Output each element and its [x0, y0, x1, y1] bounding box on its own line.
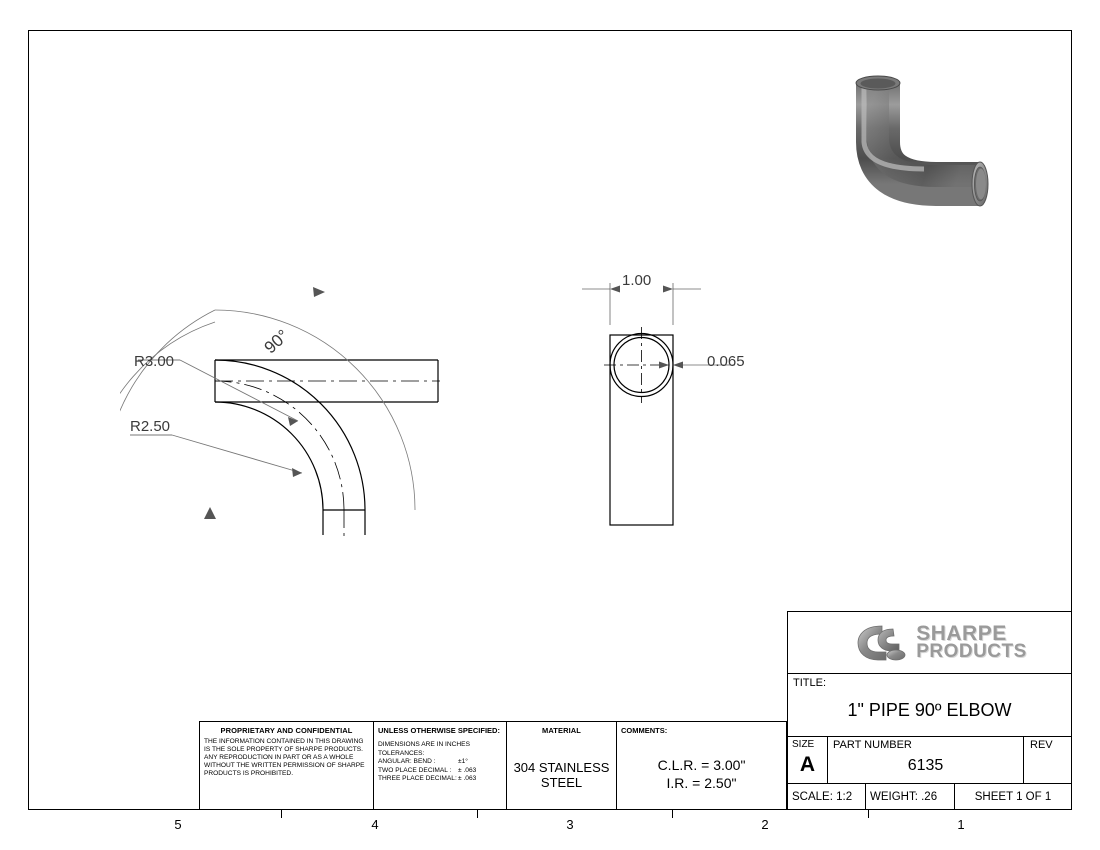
- dimension-inner-radius: R2.50: [130, 418, 171, 435]
- zone-label-4: 4: [371, 817, 379, 832]
- company-logo-cell: [788, 612, 1071, 674]
- notes-block: [199, 721, 787, 810]
- rev-cell: [1024, 737, 1071, 783]
- tolerance-two-place-value: ± .063: [458, 766, 477, 774]
- tolerances-label: TOLERANCES:: [378, 749, 425, 757]
- tolerance-angular-value: ±1°: [458, 758, 468, 766]
- dimension-angle: 90°: [260, 325, 293, 358]
- drawing-title-value: 1" PIPE 90º ELBOW: [847, 700, 1012, 720]
- size-cell: [788, 737, 828, 783]
- unless-specified-cell: [374, 722, 507, 809]
- sheet-value: SHEET 1 OF 1: [974, 790, 1052, 803]
- part-number-cell: [828, 737, 1024, 783]
- proprietary-cell: [200, 722, 374, 809]
- dimension-outer-diameter: 1.00: [622, 272, 652, 289]
- dimension-outer-radius: R3.00: [134, 353, 175, 370]
- zone-label-5: 5: [174, 817, 182, 832]
- logo-line-1: SHARPE: [916, 621, 1007, 645]
- units-line: DIMENSIONS ARE IN INCHES: [378, 741, 470, 748]
- end-view: [560, 265, 820, 555]
- zone-tick: [281, 810, 282, 818]
- zone-tick: [477, 810, 478, 818]
- weight-value: WEIGHT: .26: [866, 784, 955, 809]
- zone-tick: [868, 810, 869, 818]
- material-title: MATERIAL: [542, 726, 581, 735]
- material-value: 304 STAINLESS STEEL: [513, 760, 610, 790]
- zone-label-2: 2: [761, 817, 769, 832]
- proprietary-body: THE INFORMATION CONTAINED IN THIS DRAWING IS THE SOLE PROPERTY OF SHARPE PRODUCTS. ANY REPRODUCTION IN PART OR AS A WHOLE WITHOUT THE WRITTEN PERMISSION OF SHARPE PRODUCTS IS PROHIBITED.: [204, 738, 365, 778]
- elbow-bend-profile-view: [120, 265, 500, 555]
- comments-cell: [617, 722, 786, 809]
- isometric-elbow-view: [840, 72, 1020, 222]
- tolerance-two-place-label: TWO PLACE DECIMAL :: [378, 766, 452, 774]
- unless-specified-title: UNLESS OTHERWISE SPECIFIED:: [378, 726, 500, 735]
- sharpe-logo-icon: [852, 621, 908, 665]
- rev-caption: REV: [1030, 739, 1053, 751]
- title-caption: TITLE:: [793, 677, 827, 689]
- size-caption: SIZE: [792, 739, 815, 750]
- scale-weight-sheet-row: [788, 784, 1071, 809]
- tolerance-two-place: [374, 767, 506, 776]
- comments-title: COMMENTS:: [621, 726, 668, 735]
- comments-line-2: I.R. = 2.50": [666, 774, 737, 791]
- part-number-caption: PART NUMBER: [833, 739, 912, 751]
- title-block: [787, 611, 1072, 810]
- tolerance-three-place: [374, 775, 506, 784]
- material-cell: [507, 722, 617, 809]
- tolerance-angular-label: ANGULAR: BEND :: [378, 758, 436, 766]
- tolerance-angular: [374, 758, 506, 767]
- tolerance-three-place-value: ± .063: [458, 775, 477, 783]
- title-cell: [788, 674, 1071, 737]
- logo-line-2: PRODUCTS: [916, 641, 1027, 663]
- proprietary-title: PROPRIETARY AND CONFIDENTIAL: [220, 726, 353, 735]
- size-value: A: [799, 753, 816, 776]
- size-partnumber-row: [788, 737, 1071, 784]
- tolerance-three-place-label: THREE PLACE DECIMAL:: [378, 775, 457, 783]
- part-number-value: 6135: [907, 757, 944, 774]
- scale-value: SCALE: 1:2: [788, 784, 866, 809]
- zone-tick: [672, 810, 673, 818]
- dimension-wall-thickness: 0.065: [707, 353, 745, 370]
- zone-label-3: 3: [566, 817, 574, 832]
- zone-label-1: 1: [957, 817, 965, 832]
- comments-line-1: C.L.R. = 3.00": [657, 757, 746, 773]
